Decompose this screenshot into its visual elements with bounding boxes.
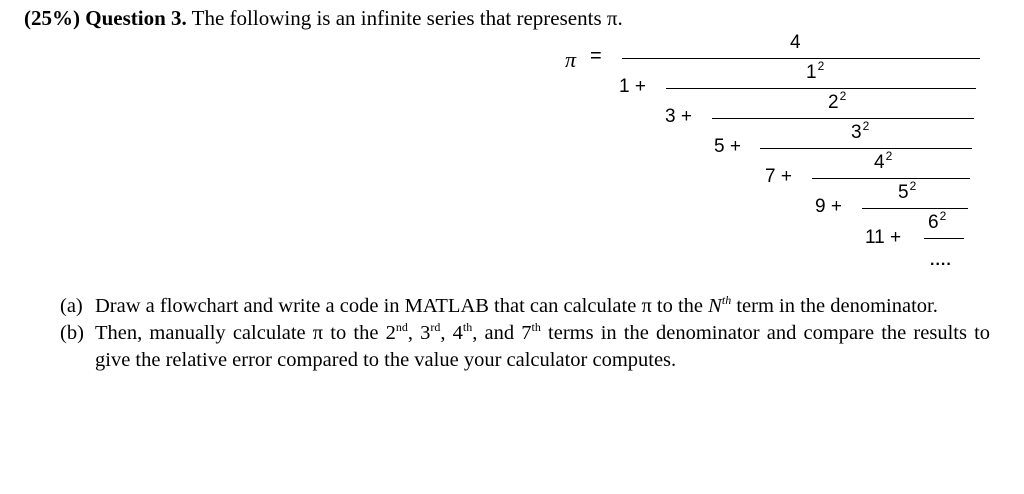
square-term-2: $2^2$ [828, 89, 847, 113]
fraction-bar-3 [712, 118, 974, 119]
denominator-odd-5: 9 + [815, 196, 842, 217]
denominator-odd-2: 3 + [665, 106, 692, 127]
numerator: 4 [790, 32, 801, 53]
question-intro: The following is an infinite series that represents π. [191, 6, 623, 30]
denominator-odd-4: 7 + [765, 166, 792, 187]
fraction-bar-2 [666, 88, 976, 89]
question-points: (25%) [24, 6, 80, 30]
fraction-bar-4 [760, 148, 972, 149]
square-term-3: $3^2$ [851, 119, 870, 143]
equals-sign: = [590, 45, 602, 67]
denominator-odd-3: 5 + [714, 136, 741, 157]
square-term-4: $4^2$ [874, 149, 893, 173]
question-number: Question 3. [85, 6, 187, 30]
square-term-6: $6^2$ [928, 209, 947, 233]
denominator-odd-6: 11 + [865, 227, 902, 248]
part-b [60, 320, 990, 374]
square-term-1: $1^2$ [806, 59, 825, 83]
part-a [60, 293, 990, 320]
question-parts [60, 293, 990, 374]
fraction-bar-7 [924, 238, 964, 239]
part-b-text: Then, manually calculate π to the 2nd, 3rd, 4th, and 7th terms in the denominator and compare the results to give the relative error compared to the value your calculator computes. [95, 320, 991, 371]
fraction-bar-1 [622, 58, 980, 59]
denominator-odd-1: 1 + [619, 76, 646, 97]
fraction-bar-5 [812, 178, 970, 179]
square-term-5: $5^2$ [898, 179, 917, 203]
pi-symbol: π [565, 47, 577, 72]
part-a-label: (a) [60, 295, 83, 317]
question-heading [24, 6, 623, 31]
fraction-bar-6 [862, 208, 968, 209]
part-a-text: Draw a flowchart and write a code in MATLAB that can calculate π to the $N^{th}$ term in the denominator. [95, 293, 938, 317]
part-b-label: (b) [60, 322, 84, 344]
ellipsis: .... [930, 252, 952, 269]
